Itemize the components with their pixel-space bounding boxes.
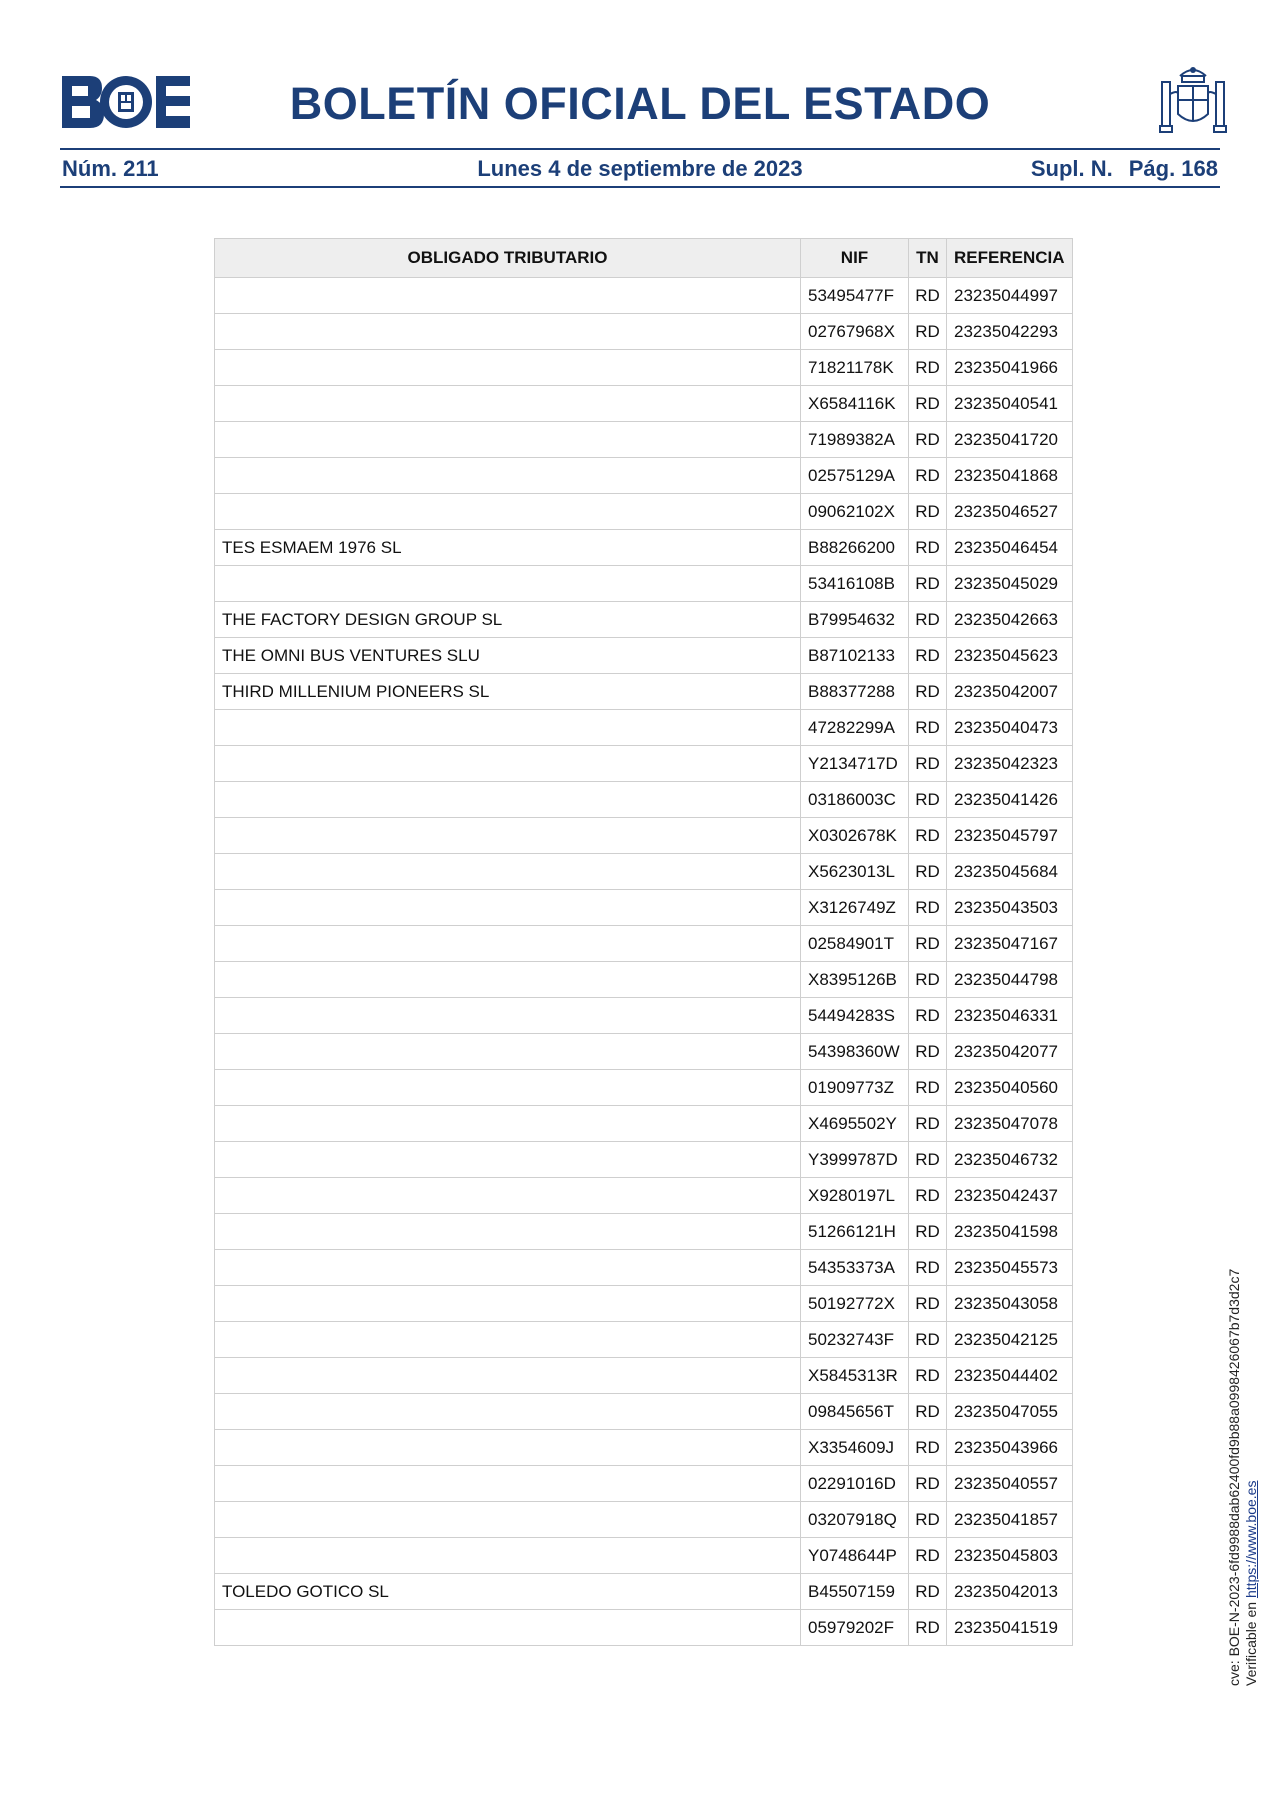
referencia-cell: 23235041519 [947,1610,1073,1646]
tn-cell: RD [909,1394,947,1430]
table-row [215,854,1073,890]
supplement-page [1031,156,1218,182]
referencia-cell: 23235042323 [947,746,1073,782]
referencia-cell: 23235044798 [947,962,1073,998]
obligado-cell [215,1538,801,1574]
referencia-cell: 23235040541 [947,386,1073,422]
table-row [215,746,1073,782]
column-header-referencia: REFERENCIA [947,239,1073,278]
tn-cell: RD [909,458,947,494]
table-row [215,1034,1073,1070]
page-number: Pág. 168 [1128,156,1218,181]
referencia-cell: 23235041598 [947,1214,1073,1250]
tn-cell: RD [909,638,947,674]
obligado-cell [215,1286,801,1322]
nif-cell: Y2134717D [801,746,909,782]
header-rule-top [60,148,1220,150]
tn-cell: RD [909,926,947,962]
table-row [215,638,1073,674]
table-row [215,890,1073,926]
referencia-cell: 23235045623 [947,638,1073,674]
tn-cell: RD [909,314,947,350]
header-rule-bottom [60,186,1220,188]
table-row [215,1070,1073,1106]
nif-cell: 09062102X [801,494,909,530]
nif-cell: 54494283S [801,998,909,1034]
boe-link[interactable]: https://www.boe.es [1243,1480,1259,1599]
nif-cell: 50192772X [801,1286,909,1322]
table-row [215,1430,1073,1466]
nif-cell: B87102133 [801,638,909,674]
tn-cell: RD [909,422,947,458]
table-row [215,1286,1073,1322]
supplement-label: Supl. N. [1030,156,1113,181]
obligado-cell [215,1466,801,1502]
tn-cell: RD [909,350,947,386]
referencia-cell: 23235040560 [947,1070,1073,1106]
tn-cell: RD [909,1430,947,1466]
obligado-cell [215,890,801,926]
referencia-cell: 23235046527 [947,494,1073,530]
nif-cell: 53495477F [801,278,909,314]
tn-cell: RD [909,386,947,422]
table-row [215,1574,1073,1610]
obligado-cell [215,998,801,1034]
obligado-cell [215,854,801,890]
table-row [215,710,1073,746]
obligado-cell [215,1142,801,1178]
tn-cell: RD [909,494,947,530]
referencia-cell: 23235047055 [947,1394,1073,1430]
table-row [215,602,1073,638]
nif-cell: 03186003C [801,782,909,818]
obligado-cell [215,494,801,530]
referencia-cell: 23235047078 [947,1106,1073,1142]
tn-cell: RD [909,854,947,890]
table-row [215,1214,1073,1250]
obligado-cell [215,1358,801,1394]
referencia-cell: 23235042125 [947,1322,1073,1358]
tn-cell: RD [909,674,947,710]
table-row [215,782,1073,818]
tn-cell: RD [909,1178,947,1214]
obligado-cell [215,710,801,746]
referencia-cell: 23235046331 [947,998,1073,1034]
tn-cell: RD [909,890,947,926]
referencia-cell: 23235045684 [947,854,1073,890]
table-row [215,314,1073,350]
nif-cell: B79954632 [801,602,909,638]
tn-cell: RD [909,1250,947,1286]
tn-cell: RD [909,1538,947,1574]
nif-cell: X0302678K [801,818,909,854]
table-row [215,1502,1073,1538]
referencia-cell: 23235042437 [947,1178,1073,1214]
nif-cell: X8395126B [801,962,909,998]
referencia-cell: 23235041426 [947,782,1073,818]
obligado-cell [215,386,801,422]
nif-cell: X6584116K [801,386,909,422]
taxpayer-table [214,238,1073,1646]
table-row [215,422,1073,458]
referencia-cell: 23235042007 [947,674,1073,710]
nif-cell: X3126749Z [801,890,909,926]
issue-number: Núm. 211 [62,156,159,181]
obligado-cell [215,1322,801,1358]
table-row [215,458,1073,494]
nif-cell: Y3999787D [801,1142,909,1178]
nif-cell: X3354609J [801,1430,909,1466]
table-row [215,1142,1073,1178]
obligado-cell [215,926,801,962]
tn-cell: RD [909,710,947,746]
obligado-cell [215,350,801,386]
nif-cell: B88266200 [801,530,909,566]
nif-cell: 53416108B [801,566,909,602]
tn-cell: RD [909,1502,947,1538]
table-row [215,530,1073,566]
nif-cell: 02575129A [801,458,909,494]
nif-cell: B88377288 [801,674,909,710]
nif-cell: 54398360W [801,1034,909,1070]
nif-cell: 09845656T [801,1394,909,1430]
obligado-cell [215,566,801,602]
obligado-cell [215,962,801,998]
referencia-cell: 23235041966 [947,350,1073,386]
nif-cell: 71821178K [801,350,909,386]
table-row [215,278,1073,314]
tn-cell: RD [909,1286,947,1322]
tn-cell: RD [909,1070,947,1106]
tn-cell: RD [909,746,947,782]
nif-cell: X4695502Y [801,1106,909,1142]
nif-cell: 02584901T [801,926,909,962]
referencia-cell: 23235046732 [947,1142,1073,1178]
tn-cell: RD [909,1034,947,1070]
referencia-cell: 23235042013 [947,1574,1073,1610]
table-row [215,962,1073,998]
referencia-cell: 23235042077 [947,1034,1073,1070]
table-row [215,818,1073,854]
obligado-cell [215,1214,801,1250]
obligado-cell: TES ESMAEM 1976 SL [215,530,801,566]
page-title: BOLETÍN OFICIAL DEL ESTADO [289,78,991,129]
cve-code: cve: BOE-N-2023-6fd9988dab62400fd9b88a09984260​67b7d3d2c7 [1226,1268,1242,1686]
nif-cell: 02767968X [801,314,909,350]
nif-cell: Y0748644P [801,1538,909,1574]
obligado-cell [215,782,801,818]
referencia-cell: 23235041857 [947,1502,1073,1538]
tn-cell: RD [909,1574,947,1610]
nif-cell: X5845313R [801,1358,909,1394]
referencia-cell: 23235045029 [947,566,1073,602]
obligado-cell [215,1178,801,1214]
table-row [215,1538,1073,1574]
tn-cell: RD [909,1466,947,1502]
nif-cell: 05979202F [801,1610,909,1646]
obligado-cell [215,818,801,854]
tn-cell: RD [909,998,947,1034]
nif-cell: 47282299A [801,710,909,746]
referencia-cell: 23235040557 [947,1466,1073,1502]
tn-cell: RD [909,1106,947,1142]
tn-cell: RD [909,278,947,314]
obligado-cell [215,422,801,458]
obligado-cell [215,278,801,314]
boe-logo [60,74,192,130]
nif-cell: B45507159 [801,1574,909,1610]
obligado-cell [215,1430,801,1466]
nif-cell: 51266121H [801,1214,909,1250]
tn-cell: RD [909,566,947,602]
table-row [215,1466,1073,1502]
nif-cell: 71989382A [801,422,909,458]
tn-cell: RD [909,1610,947,1646]
referencia-cell: 23235044997 [947,278,1073,314]
obligado-cell [215,458,801,494]
table-row [215,674,1073,710]
referencia-cell: 23235041720 [947,422,1073,458]
table-row [215,494,1073,530]
obligado-cell [215,1394,801,1430]
obligado-cell [215,314,801,350]
verification-line [1243,1269,1260,1686]
issue-date: Lunes 4 de septiembre de 2023 [477,156,803,181]
referencia-cell: 23235041868 [947,458,1073,494]
obligado-cell [215,1106,801,1142]
obligado-cell: THE OMNI BUS VENTURES SLU [215,638,801,674]
obligado-cell [215,1610,801,1646]
table-row [215,566,1073,602]
verification-prefix: Verificable en [1243,1598,1259,1686]
referencia-cell: 23235045803 [947,1538,1073,1574]
table-header-row [215,239,1073,278]
table-body [215,278,1073,1646]
obligado-cell: THE FACTORY DESIGN GROUP SL [215,602,801,638]
table-row [215,1178,1073,1214]
table-row [215,1250,1073,1286]
tn-cell: RD [909,1214,947,1250]
nif-cell: 54353373A [801,1250,909,1286]
table-row [215,1394,1073,1430]
referencia-cell: 23235045573 [947,1250,1073,1286]
verification-sidebar [1226,1269,1260,1686]
referencia-cell: 23235046454 [947,530,1073,566]
tn-cell: RD [909,1142,947,1178]
nif-cell: 02291016D [801,1466,909,1502]
referencia-cell: 23235043503 [947,890,1073,926]
tn-cell: RD [909,782,947,818]
obligado-cell: THIRD MILLENIUM PIONEERS SL [215,674,801,710]
table-row [215,1358,1073,1394]
nif-cell: 01909773Z [801,1070,909,1106]
obligado-cell [215,1034,801,1070]
table-row [215,350,1073,386]
tn-cell: RD [909,962,947,998]
referencia-cell: 23235044402 [947,1358,1073,1394]
column-header-nif: NIF [801,239,909,278]
table-row [215,1322,1073,1358]
table-row [215,926,1073,962]
referencia-cell: 23235043058 [947,1286,1073,1322]
referencia-cell: 23235040473 [947,710,1073,746]
obligado-cell [215,1070,801,1106]
obligado-cell [215,1250,801,1286]
referencia-cell: 23235045797 [947,818,1073,854]
table-row [215,386,1073,422]
obligado-cell [215,746,801,782]
tn-cell: RD [909,530,947,566]
coat-of-arms-icon [1158,64,1228,136]
column-header-obligado: OBLIGADO TRIBUTARIO [215,239,801,278]
obligado-cell: TOLEDO GOTICO SL [215,1574,801,1610]
referencia-cell: 23235047167 [947,926,1073,962]
nif-cell: X9280197L [801,1178,909,1214]
tn-cell: RD [909,1322,947,1358]
tn-cell: RD [909,602,947,638]
nif-cell: X5623013L [801,854,909,890]
tn-cell: RD [909,818,947,854]
referencia-cell: 23235042293 [947,314,1073,350]
nif-cell: 50232743F [801,1322,909,1358]
table-row [215,1610,1073,1646]
referencia-cell: 23235043966 [947,1430,1073,1466]
obligado-cell [215,1502,801,1538]
tn-cell: RD [909,1358,947,1394]
table-row [215,1106,1073,1142]
referencia-cell: 23235042663 [947,602,1073,638]
column-header-tn: TN [909,239,947,278]
nif-cell: 03207918Q [801,1502,909,1538]
table-row [215,998,1073,1034]
